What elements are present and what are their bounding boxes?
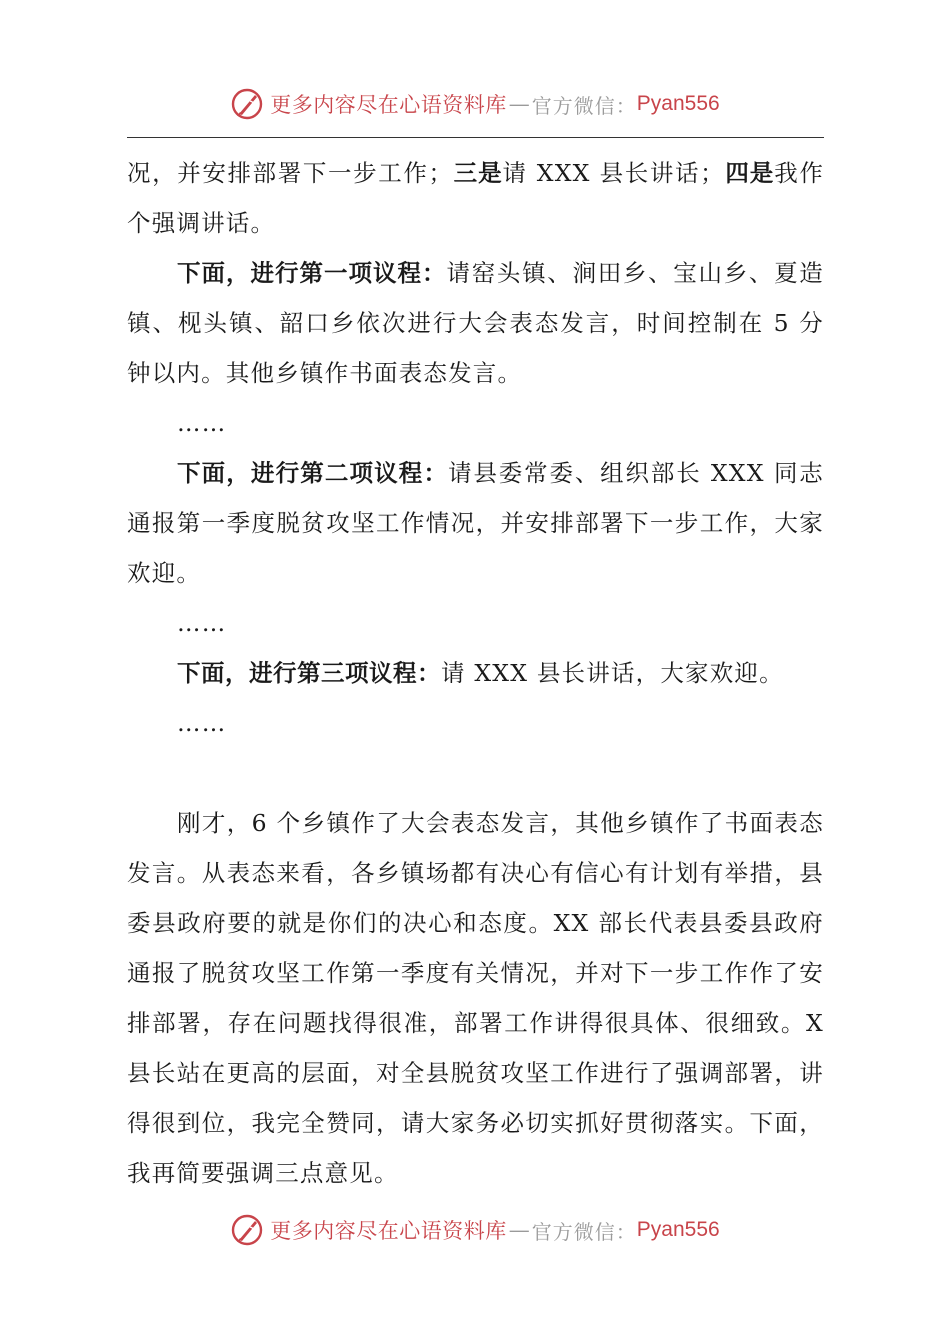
agenda-item-3 (127, 648, 824, 698)
agenda-text: 请 XXX 县长讲话，大家欢迎。 (441, 659, 784, 687)
banner-brand-text: 更多内容尽在心语资料库 (270, 1219, 507, 1243)
banner-handle: Pyan556 (636, 1218, 720, 1241)
ellipsis: …… (177, 409, 227, 437)
agenda-item-2 (127, 448, 824, 598)
header-banner (0, 82, 950, 126)
document-body (127, 148, 824, 1198)
paragraph-continuation (127, 148, 824, 248)
ellipsis: …… (177, 709, 227, 737)
agenda-text: 请窑头镇、涧田乡、宝山乡、夏造镇、枧头镇、韶口乡依次进行大会表态发言，时间控制在 5 分钟以内。其他乡镇作书面表态发言。 (127, 259, 824, 387)
text-segment: 请 XXX 县长讲话； (502, 159, 725, 187)
agenda-item-1 (127, 248, 824, 398)
bold-segment: 四是 (724, 159, 775, 187)
banner-dash: — (508, 92, 530, 116)
quill-pen-logo-icon (230, 87, 264, 121)
footer-banner (0, 1208, 950, 1252)
ellipsis: …… (177, 609, 227, 637)
banner-official-label: 官方微信： (531, 1219, 637, 1244)
summary-paragraph: 刚才，6 个乡镇作了大会表态发言，其他乡镇作了书面表态发言。从表态来看，各乡镇场都有决心有信心有计划有举措，县委县政府要的就是你们的决心和态度。XX 部长代表县委县政府通报了脱贫攻坚工作第一季度有关情况，并对下一步工作作了安排部署，存在问题找得很准，部署工作讲得很具体、很细致。X 县长站在更高的层面，对全县脱贫攻坚工作进行了强调部署，讲得很到位，我完全赞同，请大家务必切实抓好贯彻落实。下面，我再简要强调三点意见。 (127, 809, 824, 1187)
bold-segment: 三是 (453, 159, 503, 187)
agenda-lead: 下面，进行第一项议程： (177, 259, 447, 287)
text-segment: 况，并安排部署下一步工作； (127, 159, 454, 187)
paragraph-gap (127, 748, 824, 798)
header-divider (127, 137, 824, 138)
banner-official-label: 官方微信： (531, 93, 637, 118)
banner-dash: — (508, 1218, 530, 1242)
text-segment: 我作个强调讲话。 (127, 159, 825, 237)
agenda-text: 请县委常委、组织部长 XXX 同志通报第一季度脱贫攻坚工作情况，并安排部署下一步工作，大家欢迎。 (127, 459, 825, 587)
agenda-lead: 下面，进行第二项议程： (177, 459, 449, 487)
banner-brand-text: 更多内容尽在心语资料库 (270, 93, 507, 117)
banner-handle: Pyan556 (636, 92, 720, 115)
agenda-lead: 下面，进行第三项议程： (177, 659, 441, 687)
quill-pen-logo-icon (230, 1213, 264, 1247)
